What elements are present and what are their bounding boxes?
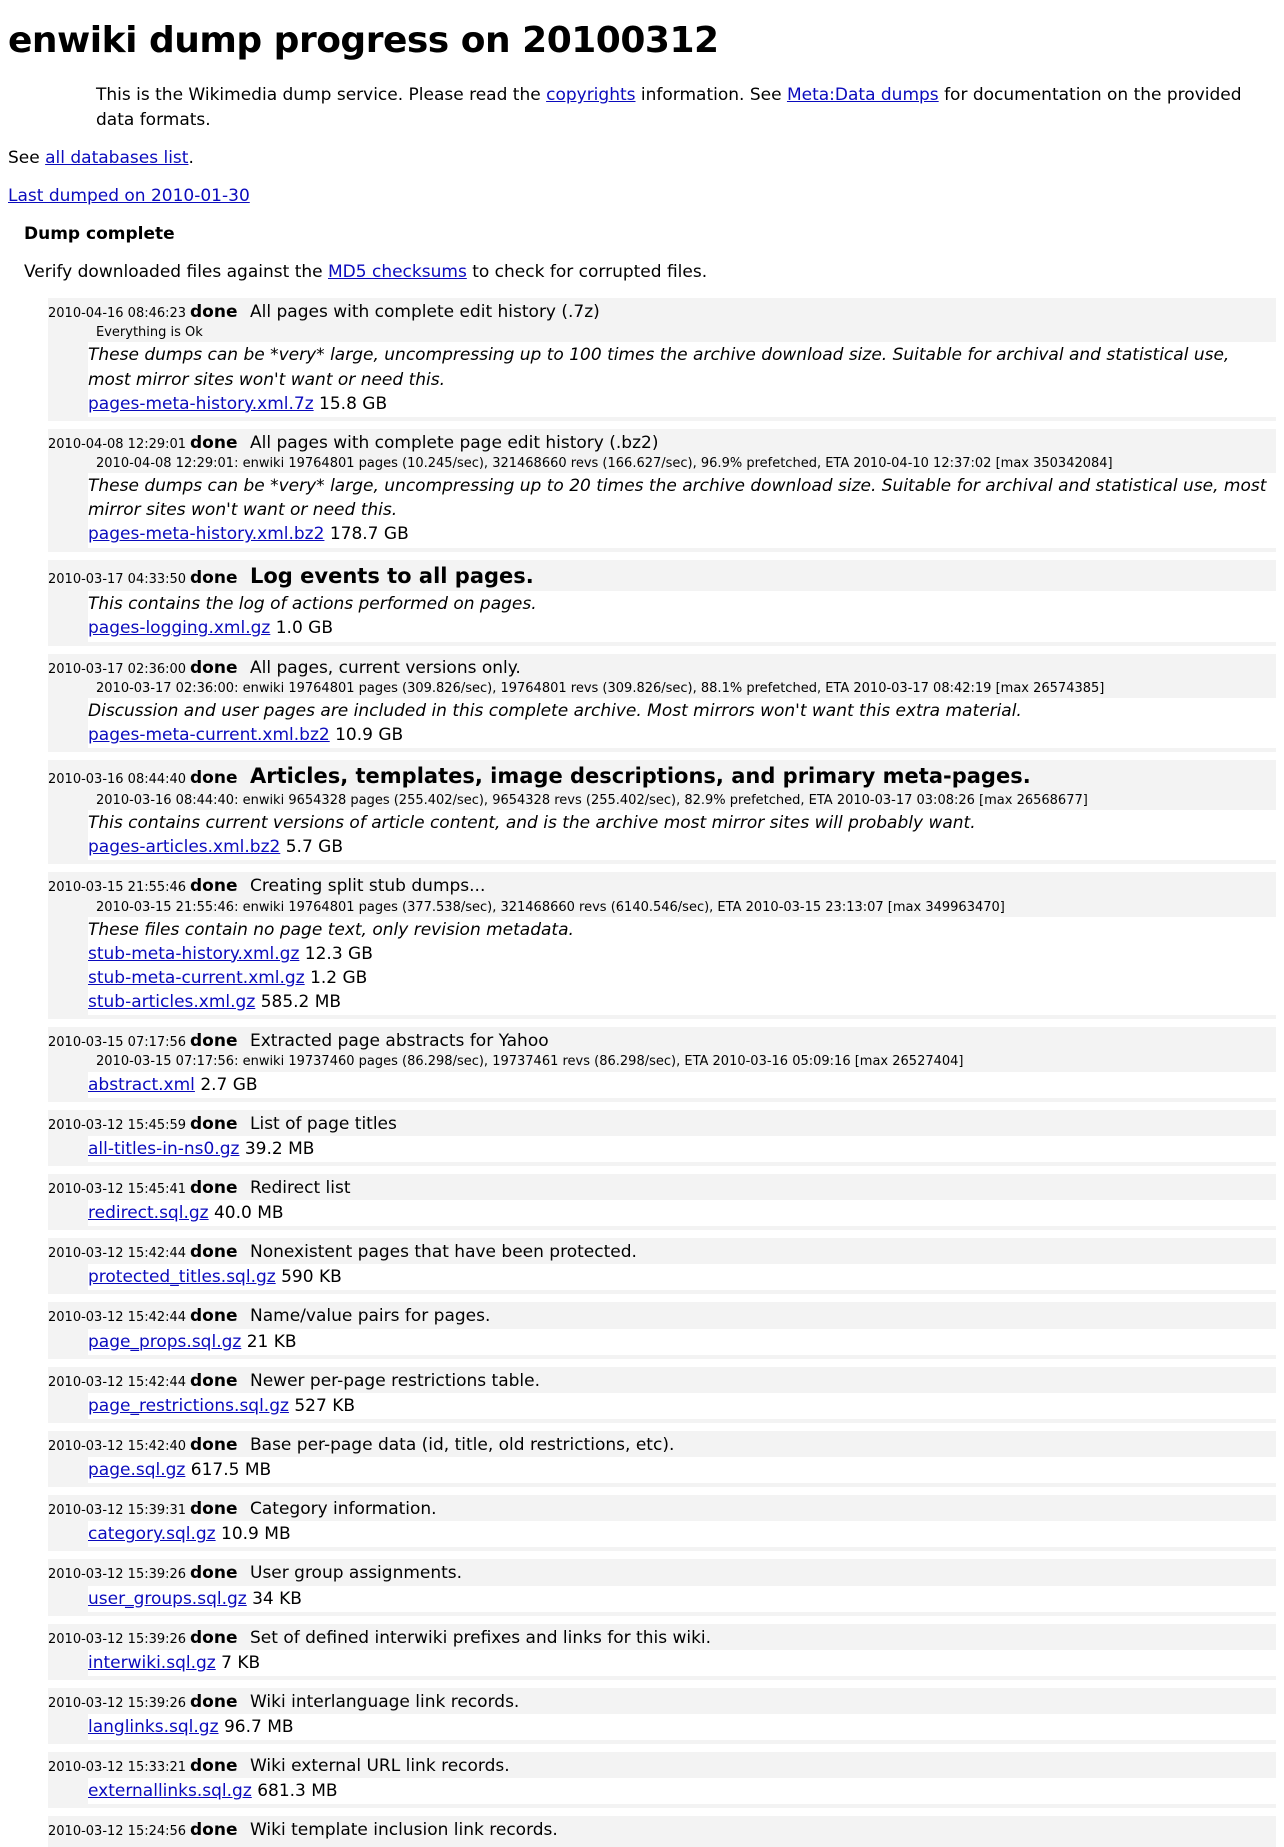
job-header — [48, 1029, 1276, 1053]
job-progress: Everything is Ok — [96, 325, 203, 341]
file-row — [88, 1522, 1276, 1546]
job-status: done — [190, 1820, 238, 1841]
file-link[interactable]: page_restrictions.sql.gz — [88, 1395, 289, 1416]
file-link[interactable]: page_props.sql.gz — [88, 1331, 242, 1352]
job-header — [48, 1240, 1276, 1264]
job-timestamp: 2010-03-12 15:24:56 — [48, 1824, 187, 1840]
job-progress: 2010-03-17 02:36:00: enwiki 19764801 pages (309.826/sec), 19764801 revs (309.826/sec), 88.1% prefetched, ETA 2010-03-17 08:42:19 [max 26574385] — [96, 680, 1105, 696]
job-note: This contains current versions of article content, and is the archive most mirror sites will probably want. — [88, 813, 976, 834]
file-size: 5.7 GB — [285, 837, 343, 858]
job-description: Set of defined interwiki prefixes and links for this wiki. — [250, 1627, 712, 1648]
job-description: Creating split stub dumps... — [250, 876, 486, 897]
job-description: Articles, templates, image descriptions, and primary meta-pages. — [250, 764, 1031, 789]
file-size: 10.9 MB — [221, 1524, 291, 1545]
job-status: done — [190, 1242, 238, 1263]
job-item — [48, 1752, 1276, 1808]
file-row — [88, 723, 1276, 747]
file-link[interactable]: all-titles-in-ns0.gz — [88, 1138, 240, 1159]
job-status: done — [190, 1434, 238, 1455]
file-size: 585.2 MB — [260, 992, 342, 1013]
file-size: 681.3 MB — [257, 1781, 338, 1802]
all-databases-link[interactable]: all databases list — [45, 147, 189, 168]
job-files — [88, 1457, 1276, 1483]
job-item — [48, 654, 1276, 753]
job-status: done — [190, 1031, 238, 1052]
file-row — [88, 942, 1276, 966]
job-timestamp: 2010-03-12 15:42:40 — [48, 1438, 187, 1454]
job-item — [48, 1238, 1276, 1294]
job-files — [88, 1264, 1276, 1290]
file-link[interactable]: interwiki.sql.gz — [88, 1652, 216, 1673]
job-timestamp: 2010-03-16 08:44:40 — [48, 772, 187, 788]
job-files — [88, 1200, 1276, 1226]
job-header — [48, 1818, 1276, 1842]
job-description: Newer per-page restrictions table. — [250, 1370, 541, 1391]
job-progress: 2010-03-16 08:44:40: enwiki 9654328 pages (255.402/sec), 9654328 revs (255.402/sec), 82.9% prefetched, ETA 2010-03-17 03:08:26 [max 26568677] — [96, 792, 1088, 808]
job-progress: 2010-04-08 12:29:01: enwiki 19764801 pages (10.245/sec), 321468660 revs (166.627/sec), 96.9% prefetched, ETA 2010-04-10 12:37:02 [max 350342084] — [96, 455, 1113, 471]
job-description: Extracted page abstracts for Yahoo — [250, 1031, 549, 1052]
job-list — [8, 298, 1276, 1846]
job-item — [48, 1495, 1276, 1551]
file-row — [88, 1201, 1276, 1225]
job-header — [48, 762, 1276, 792]
job-timestamp: 2010-03-17 04:33:50 — [48, 571, 187, 587]
file-row — [88, 392, 1276, 416]
file-size: 10.9 GB — [335, 725, 404, 746]
job-description: Redirect list — [250, 1177, 351, 1198]
file-link[interactable]: user_groups.sql.gz — [88, 1588, 247, 1609]
job-header — [48, 1369, 1276, 1393]
job-status: done — [190, 1370, 238, 1391]
job-timestamp: 2010-03-12 15:39:26 — [48, 1567, 187, 1583]
job-item — [48, 1110, 1276, 1166]
job-header — [48, 1176, 1276, 1200]
job-description: All pages with complete page edit history (.bz2) — [250, 432, 659, 453]
file-link[interactable]: stub-meta-current.xml.gz — [88, 967, 305, 988]
file-link[interactable]: page.sql.gz — [88, 1460, 186, 1481]
job-note: This contains the log of actions performed on pages. — [88, 594, 537, 615]
job-status: done — [190, 657, 238, 678]
job-item — [48, 1816, 1276, 1846]
file-link[interactable]: langlinks.sql.gz — [88, 1717, 219, 1738]
job-item — [48, 1559, 1276, 1615]
file-size: 40.0 MB — [213, 1203, 284, 1224]
job-files — [88, 1393, 1276, 1419]
file-row — [88, 1779, 1276, 1803]
file-size: 617.5 MB — [190, 1460, 272, 1481]
job-timestamp: 2010-03-12 15:39:31 — [48, 1503, 187, 1519]
job-files — [88, 342, 1276, 416]
verify-pre: Verify downloaded files against the — [24, 262, 328, 283]
file-size: 178.7 GB — [329, 524, 409, 545]
file-row — [88, 1651, 1276, 1675]
file-link[interactable]: protected_titles.sql.gz — [88, 1267, 276, 1288]
file-link[interactable]: pages-logging.xml.gz — [88, 618, 271, 639]
job-files — [88, 1650, 1276, 1676]
job-item — [48, 298, 1276, 421]
file-row — [88, 835, 1276, 859]
verify-text — [24, 260, 1276, 284]
job-header — [48, 1754, 1276, 1778]
job-status: done — [190, 876, 238, 897]
dump-status: Dump complete — [24, 223, 175, 244]
file-size: 590 KB — [281, 1267, 342, 1288]
job-description: All pages, current versions only. — [250, 657, 521, 678]
file-row — [88, 966, 1276, 990]
file-size: 1.0 GB — [275, 618, 333, 639]
job-files — [88, 591, 1276, 641]
job-status: done — [190, 1306, 238, 1327]
job-header — [48, 1626, 1276, 1650]
job-files — [88, 473, 1276, 547]
file-row — [88, 616, 1276, 640]
file-link[interactable]: stub-articles.xml.gz — [88, 992, 256, 1013]
file-row — [88, 1458, 1276, 1482]
file-size: 12.3 GB — [304, 943, 373, 964]
job-files — [88, 917, 1276, 1016]
job-item — [48, 429, 1276, 552]
job-progress: 2010-03-15 21:55:46: enwiki 19764801 pages (377.538/sec), 321468660 revs (6140.546/sec), ETA 2010-03-15 23:13:07 [max 349963470] — [96, 899, 1005, 915]
file-row — [88, 1137, 1276, 1161]
job-item — [48, 760, 1276, 864]
job-description: Nonexistent pages that have been protected. — [250, 1242, 637, 1263]
job-item — [48, 1302, 1276, 1358]
job-item — [48, 1431, 1276, 1487]
job-timestamp: 2010-03-17 02:36:00 — [48, 661, 187, 677]
file-row — [88, 1394, 1276, 1418]
job-header — [48, 1304, 1276, 1328]
job-description: Name/value pairs for pages. — [250, 1306, 491, 1327]
file-row — [88, 1330, 1276, 1354]
job-status: done — [190, 1563, 238, 1584]
job-note: These dumps can be *very* large, uncompressing up to 100 times the archive download size. Suitable for archival and statistical use, most mirror sites won't want or need this. — [88, 345, 1230, 390]
job-files — [88, 1329, 1276, 1355]
file-size: 34 KB — [252, 1588, 302, 1609]
job-header — [48, 431, 1276, 455]
job-files — [88, 1778, 1276, 1804]
file-link[interactable]: pages-meta-history.xml.7z — [88, 393, 314, 414]
file-link[interactable]: pages-articles.xml.bz2 — [88, 837, 281, 858]
job-header — [48, 562, 1276, 592]
job-progress: 2010-03-15 07:17:56: enwiki 19737460 pages (86.298/sec), 19737461 revs (86.298/sec), ETA 2010-03-16 05:09:16 [max 26527404] — [96, 1054, 964, 1070]
file-size: 527 KB — [294, 1395, 356, 1416]
page — [0, 20, 1284, 1847]
job-header — [48, 1433, 1276, 1457]
file-row — [88, 522, 1276, 546]
see-post: . — [188, 147, 194, 168]
job-header — [48, 1112, 1276, 1136]
file-link[interactable]: category.sql.gz — [88, 1524, 216, 1545]
file-size: 96.7 MB — [223, 1717, 294, 1738]
job-files — [88, 1521, 1276, 1547]
md5-checksums-link[interactable]: MD5 checksums — [328, 262, 467, 283]
job-timestamp: 2010-03-12 15:42:44 — [48, 1246, 187, 1262]
job-header — [48, 1497, 1276, 1521]
job-timestamp: 2010-04-16 08:46:23 — [48, 306, 187, 322]
file-row — [88, 1265, 1276, 1289]
job-timestamp: 2010-03-12 15:45:41 — [48, 1181, 187, 1197]
job-timestamp: 2010-03-12 15:33:21 — [48, 1760, 187, 1776]
file-link[interactable]: externallinks.sql.gz — [88, 1781, 252, 1802]
job-description: List of page titles — [250, 1113, 397, 1134]
last-dumped-para — [8, 184, 1276, 208]
job-description: User group assignments. — [250, 1563, 463, 1584]
job-timestamp: 2010-04-08 12:29:01 — [48, 436, 187, 452]
file-link[interactable]: pages-meta-current.xml.bz2 — [88, 725, 330, 746]
job-timestamp: 2010-03-12 15:39:26 — [48, 1631, 187, 1647]
file-size: 2.7 GB — [200, 1074, 258, 1095]
job-status: done — [190, 1499, 238, 1520]
file-link[interactable]: redirect.sql.gz — [88, 1203, 209, 1224]
job-files — [88, 1714, 1276, 1740]
file-size: 39.2 MB — [244, 1138, 315, 1159]
intro-post: for documentation on the provided data formats. — [96, 85, 1242, 130]
file-size: 15.8 GB — [319, 393, 388, 414]
job-timestamp: 2010-03-15 21:55:46 — [48, 880, 187, 896]
job-status: done — [190, 1691, 238, 1712]
file-row — [88, 990, 1276, 1014]
file-link[interactable]: stub-meta-history.xml.gz — [88, 943, 300, 964]
last-dumped-link[interactable]: Last dumped on 2010-01-30 — [8, 185, 250, 206]
job-item — [48, 1624, 1276, 1680]
meta-data-dumps-link[interactable]: Meta:Data dumps — [786, 85, 939, 106]
file-row — [88, 1073, 1276, 1097]
job-files — [88, 1072, 1276, 1098]
file-size: 21 KB — [246, 1331, 297, 1352]
page-title: enwiki dump progress on 20100312 — [8, 20, 719, 61]
job-timestamp: 2010-03-12 15:45:59 — [48, 1117, 187, 1133]
job-timestamp: 2010-03-15 07:17:56 — [48, 1035, 187, 1051]
job-header — [48, 874, 1276, 898]
job-header — [48, 300, 1276, 324]
job-note: These files contain no page text, only revision metadata. — [88, 919, 574, 940]
job-header — [48, 656, 1276, 680]
see-pre: See — [8, 147, 46, 168]
file-row — [88, 1715, 1276, 1739]
job-status: done — [190, 1177, 238, 1198]
job-status: done — [190, 567, 238, 588]
job-description: Log events to all pages. — [250, 563, 534, 588]
file-link[interactable]: pages-meta-history.xml.bz2 — [88, 524, 325, 545]
job-status: done — [190, 432, 238, 453]
job-files — [88, 810, 1276, 860]
job-status: done — [190, 1113, 238, 1134]
job-item — [48, 1174, 1276, 1230]
intro-text — [96, 83, 1276, 131]
job-files — [88, 1586, 1276, 1612]
job-header — [48, 1690, 1276, 1714]
job-timestamp: 2010-03-12 15:42:44 — [48, 1310, 187, 1326]
job-files — [88, 698, 1276, 748]
job-status: done — [190, 768, 238, 789]
verify-post: to check for corrupted files. — [466, 262, 708, 283]
job-status: done — [190, 302, 238, 323]
job-item — [48, 872, 1276, 1019]
job-description: Wiki external URL link records. — [250, 1756, 510, 1777]
copyrights-link[interactable]: copyrights — [546, 85, 636, 106]
job-note: These dumps can be *very* large, uncompressing up to 20 times the archive download size. Suitable for archival and statistical use, most mirror sites won't want or need this. — [88, 476, 1267, 521]
file-link[interactable]: abstract.xml — [88, 1074, 195, 1095]
job-item — [48, 1688, 1276, 1744]
file-size: 1.2 GB — [310, 967, 368, 988]
job-description: All pages with complete edit history (.7z) — [250, 302, 600, 323]
see-text — [8, 146, 1276, 170]
intro-pre: This is the Wikimedia dump service. Please read the — [96, 85, 547, 106]
job-files — [88, 1136, 1276, 1162]
job-description: Wiki interlanguage link records. — [250, 1691, 520, 1712]
job-item — [48, 1027, 1276, 1101]
job-status: done — [190, 1627, 238, 1648]
job-header — [48, 1561, 1276, 1585]
job-status: done — [190, 1756, 238, 1777]
job-item — [48, 1367, 1276, 1423]
file-size: 7 KB — [221, 1652, 261, 1673]
file-row — [88, 1587, 1276, 1611]
job-timestamp: 2010-03-12 15:42:44 — [48, 1374, 187, 1390]
job-description: Category information. — [250, 1499, 437, 1520]
job-note: Discussion and user pages are included in this complete archive. Most mirrors won't want this extra material. — [88, 700, 1022, 721]
intro-mid: information. See — [635, 85, 787, 106]
job-item — [48, 560, 1276, 646]
job-description: Wiki template inclusion link records. — [250, 1820, 558, 1841]
job-description: Base per-page data (id, title, old restrictions, etc). — [250, 1434, 675, 1455]
job-timestamp: 2010-03-12 15:39:26 — [48, 1695, 187, 1711]
